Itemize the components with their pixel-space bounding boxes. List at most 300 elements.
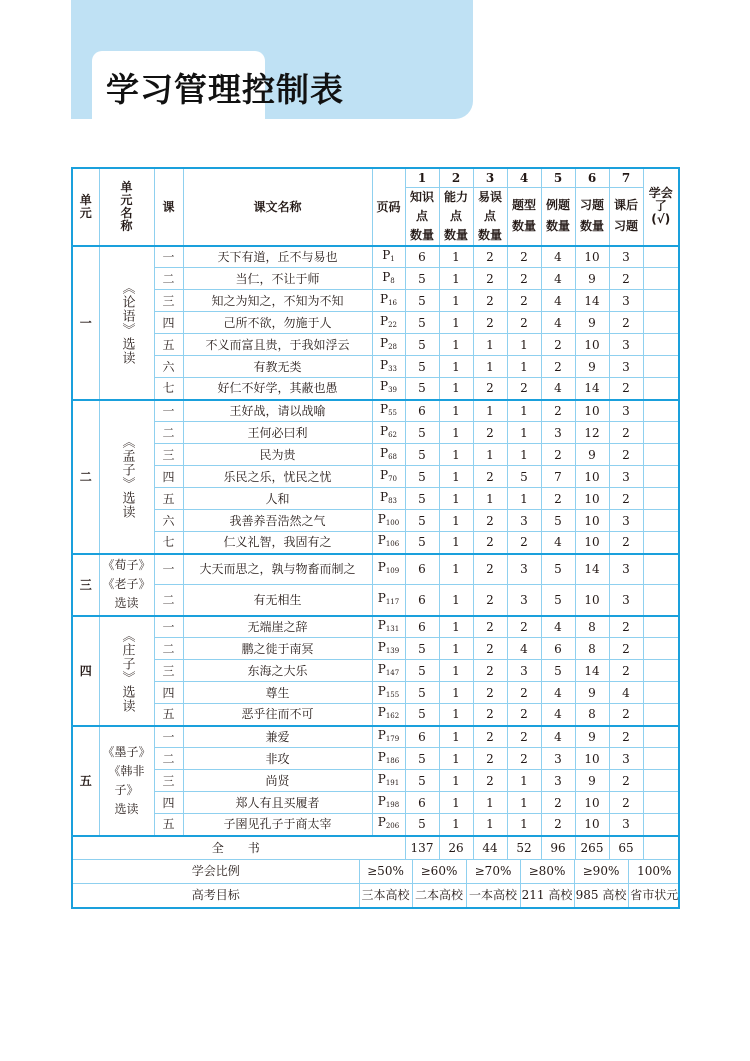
page-title: 学习管理控制表 bbox=[106, 70, 344, 109]
page-number: 139 bbox=[385, 646, 400, 655]
page-number: 1 bbox=[390, 254, 395, 263]
learned-checkbox[interactable] bbox=[643, 585, 679, 616]
text-line: 数量 bbox=[409, 227, 434, 242]
lesson-title: 当仁，不让于师 bbox=[183, 268, 372, 290]
page-prefix: P bbox=[377, 683, 386, 698]
text-line: 点 bbox=[415, 208, 428, 223]
metric-value: 2 bbox=[507, 616, 541, 638]
lesson-title: 尚贤 bbox=[183, 770, 372, 792]
lesson-title: 民为贵 bbox=[183, 444, 372, 466]
metric-value: 4 bbox=[541, 616, 575, 638]
table-row bbox=[72, 638, 679, 660]
header-metric-number: 3 bbox=[473, 168, 507, 187]
metric-value: 2 bbox=[507, 246, 541, 268]
page-ref bbox=[372, 246, 405, 268]
metric-value: 7 bbox=[541, 466, 575, 488]
page-ref bbox=[372, 312, 405, 334]
rate-value: ≥70% bbox=[466, 860, 520, 883]
metric-value: 6 bbox=[405, 585, 439, 616]
text-line: 知识 bbox=[409, 189, 434, 204]
text-line: 《老子》 bbox=[102, 577, 151, 591]
page-ref bbox=[372, 334, 405, 356]
header-metric-label bbox=[507, 187, 541, 246]
page-ref bbox=[372, 488, 405, 510]
metric-value: 2 bbox=[473, 660, 507, 682]
learned-checkbox[interactable] bbox=[643, 748, 679, 770]
metric-value: 2 bbox=[609, 312, 643, 334]
page-prefix: P bbox=[382, 269, 391, 284]
total-value: 137 bbox=[405, 836, 439, 860]
table-row bbox=[72, 422, 679, 444]
metric-value: 2 bbox=[609, 770, 643, 792]
lesson-title: 人和 bbox=[183, 488, 372, 510]
table-row bbox=[72, 792, 679, 814]
metric-value: 2 bbox=[609, 792, 643, 814]
metric-value: 2 bbox=[473, 770, 507, 792]
metric-value: 9 bbox=[575, 770, 609, 792]
header-metric-label bbox=[541, 187, 575, 246]
table-row bbox=[72, 488, 679, 510]
metric-value: 5 bbox=[405, 532, 439, 554]
unit-number: 三 bbox=[72, 554, 99, 616]
metric-value: 9 bbox=[575, 726, 609, 748]
learned-checkbox[interactable] bbox=[643, 726, 679, 748]
rate-label: 学会比例 bbox=[73, 860, 359, 883]
text-line: 《荀子》 bbox=[102, 558, 151, 572]
page-number: 162 bbox=[385, 712, 400, 721]
lesson-title: 有无相生 bbox=[183, 585, 372, 616]
page-ref bbox=[372, 748, 405, 770]
text-line: 题型 bbox=[511, 198, 536, 212]
lesson-title: 兼爱 bbox=[183, 726, 372, 748]
metric-value: 2 bbox=[507, 748, 541, 770]
metric-value: 1 bbox=[439, 660, 473, 682]
lesson-number: 七 bbox=[154, 532, 183, 554]
metric-value: 1 bbox=[473, 334, 507, 356]
goal-value: 省市状元 bbox=[630, 888, 679, 902]
metric-value: 14 bbox=[575, 660, 609, 682]
lesson-title: 仁义礼智，我固有之 bbox=[183, 532, 372, 554]
metric-value: 1 bbox=[439, 422, 473, 444]
lesson-number: 六 bbox=[154, 510, 183, 532]
metric-value: 2 bbox=[473, 290, 507, 312]
rate-row bbox=[72, 859, 679, 883]
metric-value: 2 bbox=[473, 532, 507, 554]
lesson-number: 五 bbox=[154, 704, 183, 726]
metric-value: 2 bbox=[507, 726, 541, 748]
metric-value: 2 bbox=[473, 466, 507, 488]
page-prefix: P bbox=[377, 590, 386, 605]
lesson-number: 五 bbox=[154, 814, 183, 836]
learned-checkbox[interactable] bbox=[643, 682, 679, 704]
header-unit bbox=[72, 168, 99, 246]
table-row bbox=[72, 660, 679, 682]
metric-value: 4 bbox=[507, 638, 541, 660]
lesson-title: 王何必曰利 bbox=[183, 422, 372, 444]
metric-value: 6 bbox=[405, 554, 439, 585]
goal-row-grid bbox=[73, 884, 679, 907]
page-number: 83 bbox=[388, 496, 397, 505]
page-prefix: P bbox=[380, 379, 389, 394]
metric-value: 5 bbox=[405, 312, 439, 334]
learned-checkbox[interactable] bbox=[643, 616, 679, 638]
page-ref bbox=[372, 356, 405, 378]
page-ref bbox=[372, 638, 405, 660]
metric-value: 2 bbox=[473, 312, 507, 334]
page-ref bbox=[372, 770, 405, 792]
learned-checkbox[interactable] bbox=[643, 268, 679, 290]
page-prefix: P bbox=[380, 335, 389, 350]
goal-row bbox=[72, 883, 679, 908]
rate-value: ≥90% bbox=[574, 860, 628, 883]
goal-value: 211 高校 bbox=[520, 884, 574, 907]
metric-value: 2 bbox=[473, 748, 507, 770]
table-row bbox=[72, 616, 679, 638]
total-row bbox=[72, 836, 679, 860]
total-value: 52 bbox=[507, 836, 541, 860]
metric-value: 10 bbox=[575, 400, 609, 422]
lesson-title: 我善养吾浩然之气 bbox=[183, 510, 372, 532]
table-row bbox=[72, 312, 679, 334]
learned-checkbox[interactable] bbox=[643, 312, 679, 334]
lesson-number: 七 bbox=[154, 378, 183, 400]
learned-checkbox[interactable] bbox=[643, 246, 679, 268]
metric-value: 2 bbox=[507, 378, 541, 400]
text-line: 数量 bbox=[511, 219, 536, 233]
page-ref bbox=[372, 792, 405, 814]
metric-value: 10 bbox=[575, 532, 609, 554]
metric-value: 2 bbox=[473, 422, 507, 444]
metric-value: 5 bbox=[405, 638, 439, 660]
table-row bbox=[72, 585, 679, 616]
metric-value: 1 bbox=[439, 616, 473, 638]
page-ref bbox=[372, 554, 405, 585]
unit-name bbox=[99, 616, 154, 726]
metric-value: 5 bbox=[541, 554, 575, 585]
metric-value: 6 bbox=[405, 616, 439, 638]
metric-value: 2 bbox=[609, 422, 643, 444]
rate-value: ≥50% bbox=[359, 860, 412, 883]
page-number: 109 bbox=[385, 567, 400, 576]
text-line: 称 bbox=[120, 218, 133, 233]
table-row bbox=[72, 290, 679, 312]
metric-value: 4 bbox=[541, 704, 575, 726]
metric-value: 5 bbox=[405, 510, 439, 532]
lesson-number: 五 bbox=[154, 334, 183, 356]
learned-checkbox[interactable] bbox=[643, 510, 679, 532]
metric-label-text bbox=[444, 188, 468, 245]
metric-value: 4 bbox=[541, 312, 575, 334]
page-prefix: P bbox=[377, 705, 386, 720]
metric-value: 2 bbox=[541, 792, 575, 814]
unit-name-text: 《庄子》选读 bbox=[119, 628, 135, 713]
page-ref bbox=[372, 704, 405, 726]
page-prefix: P bbox=[377, 533, 386, 548]
lesson-title: 王好战，请以战喻 bbox=[183, 400, 372, 422]
lesson-number: 一 bbox=[154, 726, 183, 748]
text-line: 能力 bbox=[443, 189, 468, 204]
metric-value: 10 bbox=[575, 488, 609, 510]
page-number: 117 bbox=[385, 597, 400, 606]
header-page: 页码 bbox=[372, 168, 405, 246]
total-learned[interactable] bbox=[643, 836, 679, 860]
metric-value: 5 bbox=[405, 660, 439, 682]
page-ref bbox=[372, 814, 405, 836]
rate-row-grid bbox=[73, 860, 679, 883]
metric-value: 8 bbox=[575, 704, 609, 726]
lesson-number: 一 bbox=[154, 554, 183, 585]
header-learned bbox=[643, 168, 679, 246]
metric-value: 3 bbox=[609, 554, 643, 585]
learned-checkbox[interactable] bbox=[643, 334, 679, 356]
page-number: 106 bbox=[385, 540, 400, 549]
text-line: 数量 bbox=[545, 219, 570, 233]
metric-label-text bbox=[614, 195, 638, 237]
page-prefix: P bbox=[380, 291, 389, 306]
metric-value: 10 bbox=[575, 814, 609, 836]
rate-row-container bbox=[72, 859, 679, 883]
page-ref bbox=[372, 616, 405, 638]
lesson-number: 一 bbox=[154, 246, 183, 268]
page-number: 39 bbox=[388, 386, 397, 395]
metric-value: 2 bbox=[473, 378, 507, 400]
page-number: 33 bbox=[388, 364, 397, 373]
goal-value: 985 高校 bbox=[574, 884, 628, 907]
metric-value: 14 bbox=[575, 378, 609, 400]
metric-value: 3 bbox=[507, 660, 541, 682]
metric-value: 6 bbox=[405, 792, 439, 814]
table-row bbox=[72, 726, 679, 748]
header-lesson: 课 bbox=[154, 168, 183, 246]
metric-value: 2 bbox=[609, 660, 643, 682]
page-ref bbox=[372, 422, 405, 444]
learned-checkbox[interactable] bbox=[643, 290, 679, 312]
metric-value: 2 bbox=[541, 444, 575, 466]
lesson-number: 三 bbox=[154, 290, 183, 312]
page-number: 16 bbox=[388, 298, 397, 307]
table-row bbox=[72, 400, 679, 422]
metric-value: 9 bbox=[575, 682, 609, 704]
learned-checkbox[interactable] bbox=[643, 704, 679, 726]
page-ref bbox=[372, 726, 405, 748]
table-row bbox=[72, 356, 679, 378]
metric-value: 1 bbox=[473, 356, 507, 378]
metric-value: 5 bbox=[405, 488, 439, 510]
metric-value: 2 bbox=[507, 532, 541, 554]
goal-value: 二本高校 bbox=[412, 884, 466, 907]
metric-value: 1 bbox=[439, 814, 473, 836]
learned-checkbox[interactable] bbox=[643, 488, 679, 510]
text-line: 元 bbox=[79, 205, 92, 220]
text-line: 例题 bbox=[545, 198, 570, 212]
metric-value: 5 bbox=[541, 510, 575, 532]
goal-label: 高考目标 bbox=[73, 884, 359, 907]
text-line: 点 bbox=[449, 208, 462, 223]
text-line: 《墨子》 bbox=[102, 744, 151, 759]
metric-value: 1 bbox=[439, 704, 473, 726]
unit-name bbox=[99, 726, 154, 836]
page-prefix: P bbox=[377, 617, 386, 632]
metric-value: 2 bbox=[507, 268, 541, 290]
unit-name bbox=[99, 400, 154, 554]
unit-number: 二 bbox=[72, 400, 99, 554]
page-prefix: P bbox=[377, 815, 386, 830]
learned-checkbox[interactable] bbox=[643, 378, 679, 400]
learned-checkbox[interactable] bbox=[643, 792, 679, 814]
metric-value: 2 bbox=[507, 682, 541, 704]
learned-checkbox[interactable] bbox=[643, 638, 679, 660]
lesson-title: 己所不欲，勿施于人 bbox=[183, 312, 372, 334]
metric-value: 1 bbox=[507, 444, 541, 466]
metric-value: 5 bbox=[405, 748, 439, 770]
learning-control-table bbox=[71, 167, 680, 909]
table-row bbox=[72, 510, 679, 532]
text-line: 《韩非子》 bbox=[108, 763, 145, 797]
rate-value: ≥80% bbox=[520, 860, 574, 883]
metric-value: 3 bbox=[507, 554, 541, 585]
metric-value: 3 bbox=[609, 246, 643, 268]
total-value: 65 bbox=[609, 836, 643, 860]
metric-value: 3 bbox=[609, 814, 643, 836]
unit-name-text: 《论语》选读 bbox=[119, 280, 135, 365]
metric-value: 1 bbox=[507, 792, 541, 814]
metric-value: 3 bbox=[507, 510, 541, 532]
text-line: 单 bbox=[79, 192, 92, 207]
metric-value: 1 bbox=[507, 770, 541, 792]
metric-value: 5 bbox=[405, 466, 439, 488]
lesson-title: 大天而思之，孰与物畜而制之 bbox=[183, 554, 372, 585]
lesson-title: 无端崖之辞 bbox=[183, 616, 372, 638]
metric-value: 1 bbox=[439, 585, 473, 616]
page-ref bbox=[372, 268, 405, 290]
metric-value: 1 bbox=[439, 268, 473, 290]
header-metric-number: 4 bbox=[507, 168, 541, 187]
metric-value: 3 bbox=[609, 748, 643, 770]
metric-value: 1 bbox=[439, 682, 473, 704]
metric-value: 2 bbox=[473, 268, 507, 290]
metric-value: 1 bbox=[439, 488, 473, 510]
metric-value: 2 bbox=[609, 704, 643, 726]
metric-value: 1 bbox=[507, 400, 541, 422]
metric-value: 2 bbox=[473, 682, 507, 704]
text-line: 点 bbox=[483, 208, 496, 223]
metric-value: 4 bbox=[541, 726, 575, 748]
metric-value: 1 bbox=[439, 290, 473, 312]
metric-value: 2 bbox=[473, 554, 507, 585]
metric-value: 1 bbox=[439, 638, 473, 660]
metric-value: 5 bbox=[405, 770, 439, 792]
total-value: 26 bbox=[439, 836, 473, 860]
page-number: 8 bbox=[390, 276, 395, 285]
learned-checkbox[interactable] bbox=[643, 770, 679, 792]
lesson-number: 二 bbox=[154, 748, 183, 770]
metric-value: 2 bbox=[541, 356, 575, 378]
metric-value: 8 bbox=[575, 616, 609, 638]
page-prefix: P bbox=[380, 313, 389, 328]
lesson-number: 四 bbox=[154, 792, 183, 814]
metric-value: 5 bbox=[507, 466, 541, 488]
metric-value: 1 bbox=[439, 532, 473, 554]
metric-value: 5 bbox=[405, 268, 439, 290]
metric-value: 2 bbox=[473, 510, 507, 532]
metric-value: 4 bbox=[541, 290, 575, 312]
metric-value: 1 bbox=[507, 356, 541, 378]
page-prefix: P bbox=[377, 727, 386, 742]
unit-number: 四 bbox=[72, 616, 99, 726]
learned-checkbox[interactable] bbox=[643, 356, 679, 378]
metric-value: 5 bbox=[405, 422, 439, 444]
table-row bbox=[72, 748, 679, 770]
metric-value: 5 bbox=[541, 585, 575, 616]
lesson-number: 三 bbox=[154, 770, 183, 792]
unit-number: 一 bbox=[72, 246, 99, 400]
table-row bbox=[72, 334, 679, 356]
page-prefix: P bbox=[380, 467, 389, 482]
learned-checkbox[interactable] bbox=[643, 444, 679, 466]
page-number: 206 bbox=[385, 822, 400, 831]
learned-checkbox[interactable] bbox=[643, 814, 679, 836]
text-line: 元 bbox=[120, 192, 133, 207]
learned-checkbox[interactable] bbox=[643, 466, 679, 488]
page-number: 186 bbox=[385, 756, 400, 765]
metric-value: 3 bbox=[609, 290, 643, 312]
metric-value: 5 bbox=[405, 444, 439, 466]
metric-value: 4 bbox=[541, 682, 575, 704]
metric-value: 2 bbox=[473, 638, 507, 660]
learned-checkbox[interactable] bbox=[643, 422, 679, 444]
goal-row-container bbox=[72, 883, 679, 908]
metric-value: 5 bbox=[405, 334, 439, 356]
lesson-title: 天下有道，丘不与易也 bbox=[183, 246, 372, 268]
text-line: 单 bbox=[120, 179, 133, 194]
learned-checkbox[interactable] bbox=[643, 532, 679, 554]
lesson-title: 鹏之徙于南冥 bbox=[183, 638, 372, 660]
learned-checkbox[interactable] bbox=[643, 554, 679, 585]
lesson-number: 四 bbox=[154, 312, 183, 334]
learned-checkbox[interactable] bbox=[643, 660, 679, 682]
metric-value: 14 bbox=[575, 290, 609, 312]
header-metric-label bbox=[609, 187, 643, 246]
unit-name-text: 《孟子》选读 bbox=[119, 434, 135, 519]
lesson-title: 好仁不好学，其蔽也愚 bbox=[183, 378, 372, 400]
table-row bbox=[72, 532, 679, 554]
lesson-title: 乐民之乐，忧民之忧 bbox=[183, 466, 372, 488]
goal-value: 三本高校 bbox=[359, 884, 412, 907]
page-prefix: P bbox=[380, 357, 389, 372]
metric-value: 9 bbox=[575, 312, 609, 334]
lesson-title: 东海之大乐 bbox=[183, 660, 372, 682]
metric-value: 1 bbox=[473, 814, 507, 836]
page-number: 28 bbox=[388, 342, 397, 351]
learned-checkbox[interactable] bbox=[643, 400, 679, 422]
table-row bbox=[72, 268, 679, 290]
metric-value: 1 bbox=[439, 510, 473, 532]
text-line: 名 bbox=[120, 205, 133, 220]
table-row bbox=[72, 444, 679, 466]
metric-value: 14 bbox=[575, 554, 609, 585]
metric-value: 2 bbox=[541, 334, 575, 356]
metric-value: 2 bbox=[541, 488, 575, 510]
metric-value: 2 bbox=[473, 726, 507, 748]
lesson-title: 子圉见孔子于商太宰 bbox=[183, 814, 372, 836]
page-prefix: P bbox=[377, 511, 386, 526]
metric-label-text bbox=[478, 188, 502, 245]
metric-value: 5 bbox=[405, 378, 439, 400]
unit-name-text bbox=[102, 556, 150, 613]
table-row bbox=[72, 770, 679, 792]
page-prefix: P bbox=[377, 560, 386, 575]
metric-value: 1 bbox=[439, 554, 473, 585]
